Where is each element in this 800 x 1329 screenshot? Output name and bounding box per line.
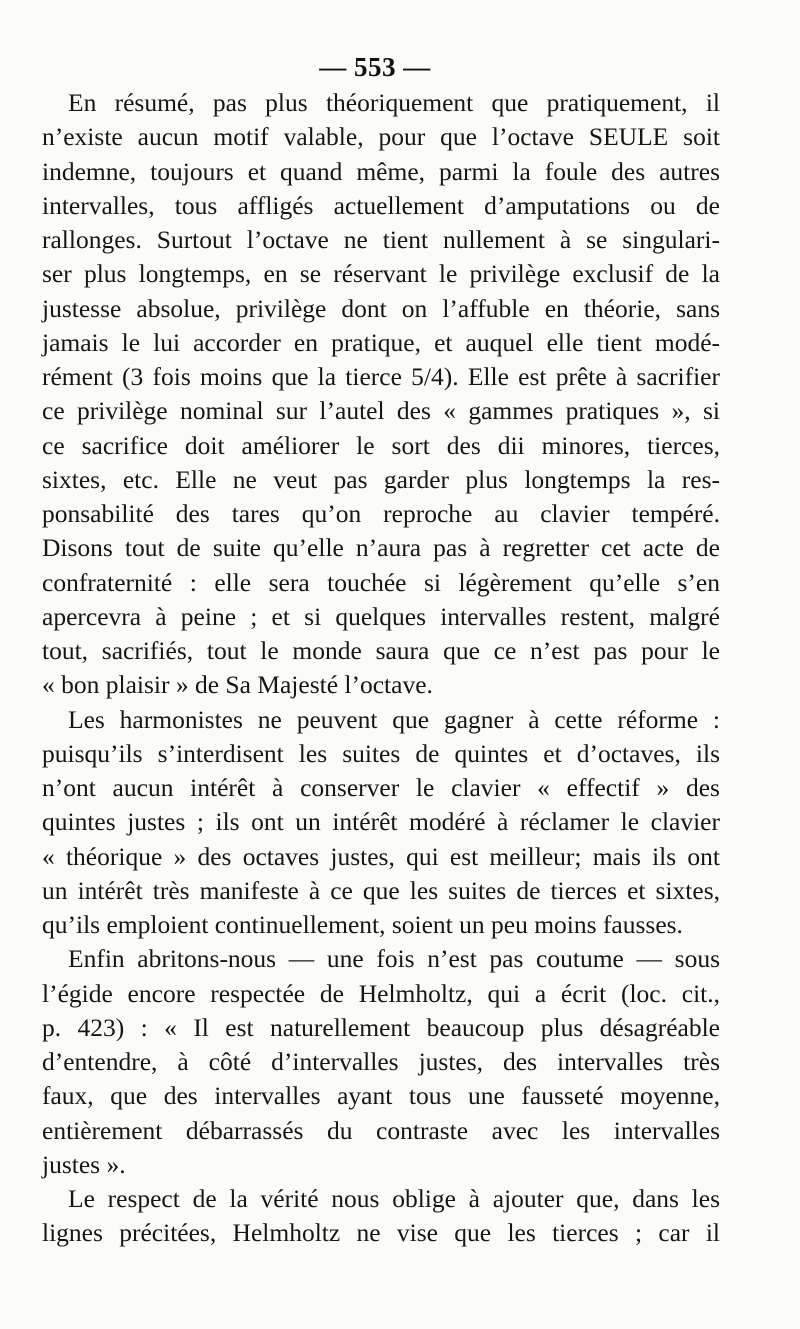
text-line: justesse absolue, privilège dont on l’affuble en théorie, sans: [42, 293, 720, 323]
text-line: Disons tout de suite qu’elle n’aura pas à regretter cet acte de: [42, 533, 720, 563]
text-line: n’ont aucun intérêt à conserver le clavier « effectif » des: [42, 773, 720, 802]
text-line: En résumé, pas plus théoriquement que pratiquement, il: [68, 88, 720, 117]
text-line: un intérêt très manifeste à ce que les suites de tierces et sixtes,: [42, 875, 720, 905]
page-number: — 553 —: [319, 52, 431, 82]
text-line: p. 423) : « Il est naturellement beaucoup plus désagréable: [42, 1012, 720, 1042]
text-line: apercevra à peine ; et si quelques intervalles restent, malgré: [42, 601, 720, 631]
text-line: Les harmonistes ne peuvent que gagner à cette réforme :: [68, 704, 720, 734]
text-line: d’entendre, à côté d’intervalles justes, des intervalles très: [42, 1047, 720, 1076]
text-line: lignes précitées, Helmholtz ne vise que les tierces ; car il: [42, 1218, 720, 1248]
text-line: l’égide encore respectée de Helmholtz, qui a écrit (loc. cit.,: [42, 978, 720, 1008]
text-line: jamais le lui accorder en pratique, et auquel elle tient modé-: [42, 327, 720, 357]
text-line: justes ».: [42, 1149, 126, 1179]
text-line: faux, que des intervalles ayant tous une fausseté moyenne,: [42, 1081, 720, 1111]
text-line: qu’ils emploient continuellement, soient un peu moins fausses.: [42, 910, 683, 939]
paragraph-4: [42, 1182, 720, 1251]
text-line: confraternité : elle sera touchée si légèrement qu’elle s’en: [42, 567, 720, 597]
text-line: n’existe aucun motif valable, pour que l’octave SEULE soit: [42, 122, 720, 152]
text-line: ser plus longtemps, en se réservant le privilège exclusif de la: [42, 259, 720, 289]
body-text: [42, 86, 720, 1251]
text-line: rément (3 fois moins que la tierce 5/4). Elle est prête à sacrifier: [42, 362, 720, 391]
paragraph-2: [42, 703, 720, 943]
text-line: tout, sacrifiés, tout le monde saura que ce n’est pas pour le: [42, 636, 720, 665]
text-line: indemne, toujours et quand même, parmi la foule des autres: [42, 156, 720, 186]
text-line: Enfin abritons-nous — une fois n’est pas coutume — sous: [68, 944, 720, 974]
text-line: « bon plaisir » de Sa Majesté l’octave.: [42, 670, 433, 700]
text-line: ponsabilité des tares qu’on reproche au clavier tempéré.: [42, 499, 720, 528]
paragraph-1: [42, 86, 720, 703]
text-line: entièrement débarrassés du contraste avec les intervalles: [42, 1115, 720, 1145]
text-line: « théorique » des octaves justes, qui est meilleur; mais ils ont: [42, 841, 720, 871]
text-line: sixtes, etc. Elle ne veut pas garder plus longtemps la res-: [42, 464, 720, 494]
text-line: puisqu’ils s’interdisent les suites de quintes et d’octaves, ils: [42, 738, 720, 768]
text-line: rallonges. Surtout l’octave ne tient nullement à se singulari-: [42, 225, 720, 254]
text-line: intervalles, tous affligés actuellement d’amputations ou de: [42, 190, 720, 220]
text-line: ce privilège nominal sur l’autel des « gammes pratiques », si: [42, 396, 720, 426]
text-line: Le respect de la vérité nous oblige à ajouter que, dans les: [68, 1184, 720, 1213]
text-line: quintes justes ; ils ont un intérêt modéré à réclamer le clavier: [42, 807, 720, 837]
paragraph-3: [42, 942, 720, 1182]
text-line: ce sacrifice doit améliorer le sort des dii minores, tierces,: [42, 430, 720, 460]
